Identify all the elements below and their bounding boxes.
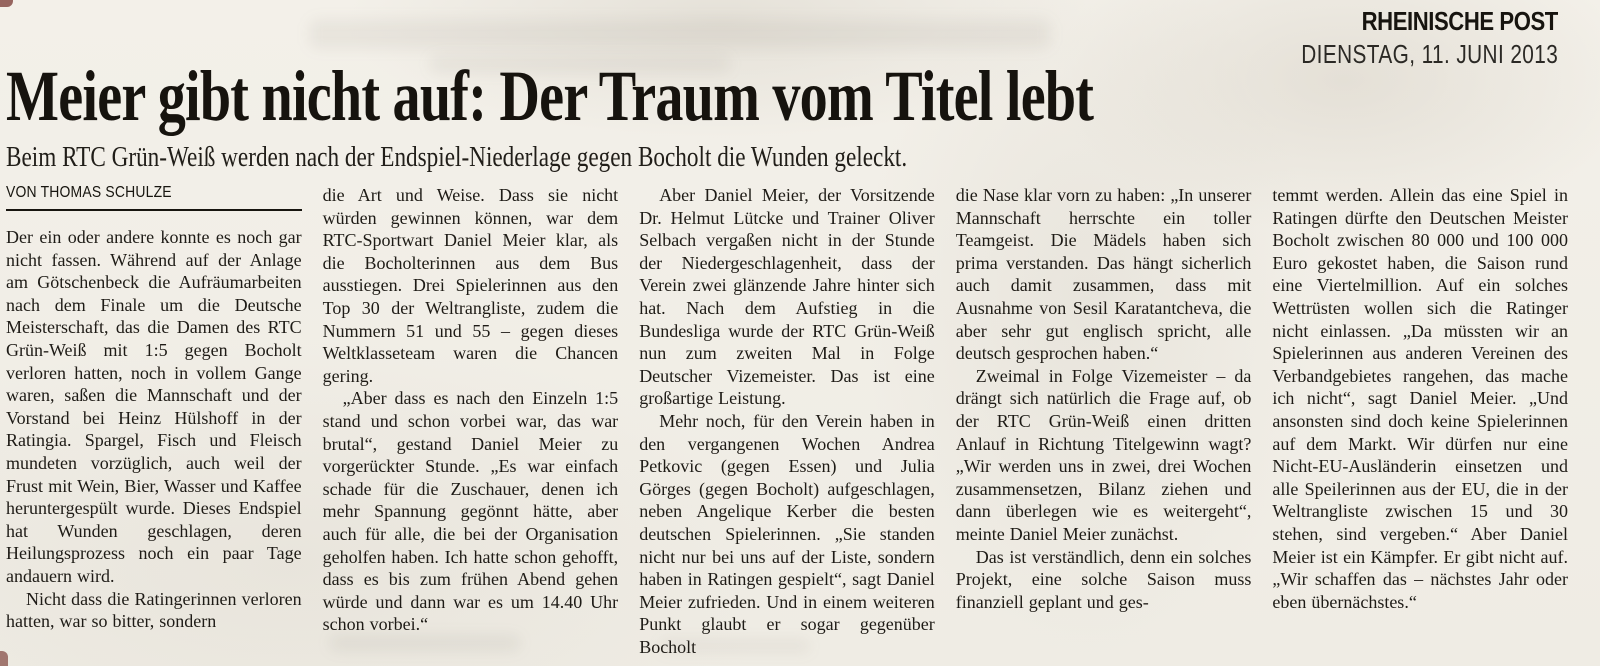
newspaper-name: RHEINISCHE POST bbox=[1361, 6, 1558, 36]
article-paragraph: temmt werden. Allein das eine Spiel in Ratingen dürfte den Deutschen Meister Bocholt zwischen 80 000 und 100 000 Euro gekostet haben, die Saison rund eine Viertelmillion. Auf ein solches Wettrüsten wollen sich die Ratinger nicht einlassen. „Da müssten wir an Spielerinnen aus anderen Vereinen des Verbandgebietes rangehen, das mache ich nicht“, sagt Daniel Meier. „Und ansonsten sind doch keine Spielerinnen auf dem Markt. Wir dürfen nur eine Nicht-EU-Ausländerin einsetzen und alle Speilerinnen aus der EU, die in der Weltrangliste zwischen 15 und 30 stehen, sind vergeben.“ Aber Daniel Meier ist ein Kämpfer. Er gibt nicht auf. „Wir schaffen das – nächstes Jahr oder eben übernächstes.“ bbox=[1272, 185, 1568, 612]
article-paragraph: Der ein oder andere konnte es noch gar nicht fassen. Während auf der Anlage am Götschenbeck die Aufräumarbeiten nach dem Finale um die Deutsche Meisterschaft, das die Damen des RTC Grün-Weiß mit 1:5 gegen Bocholt verloren hatten, noch in vollem Gange waren, saßen die Mannschaft und der Vorstand bei Heinz Hülshoff in der Ratingia. Spargel, Fisch und Fleisch mundeten vorzüglich, auch weil der Frust mit Wein, Bier, Wasser und Kaffee heruntergespült wurde. Dieses Endspiel hat Wunden geschlagen, deren Heilungsprozess noch ein paar Tage andauern wird. bbox=[6, 227, 302, 586]
article-subheadline: Beim RTC Grün-Weiß werden nach der Endspiel-Niederlage gegen Bocholt die Wunden geleckt. bbox=[6, 141, 908, 173]
article-headline: Meier gibt nicht auf: Der Traum vom Titel lebt bbox=[6, 56, 1094, 136]
masthead bbox=[1237, 6, 1558, 70]
article-paragraph: Das ist verständlich, denn ein solches Projekt, eine solche Saison muss finanziell geplant und ges- bbox=[955, 546, 1252, 612]
article-column-5 bbox=[1272, 184, 1568, 613]
article-column-4 bbox=[956, 184, 1252, 613]
article-paragraph: Nicht dass die Ratingerinnen verloren hatten, war so bitter, sondern bbox=[6, 588, 302, 632]
article-paragraph: „Aber dass es nach den Einzeln 1:5 stand und schon vorbei war, das war brutal“, gestand Daniel Meier zu vorgerückter Stunde. „Es war einfach schade für die Zuschauer, denen ich mehr Spannung gegönnt hätte, aber auch für alle, die bei der Organisation geholfen haben. Ich hatte schon gehofft, dass es bis zum frühen Abend gehen würde und dann war es um 14.40 Uhr schon vorbei.“ bbox=[322, 388, 619, 635]
byline-text: VON THOMAS SCHULZE bbox=[6, 184, 172, 201]
article-paragraph: die Nase klar vorn zu haben: „In unserer Mannschaft herrschte ein toller Teamgeist. Die Mädels haben sich prima verstanden. Das hängt sicherlich auch damit zusammen, dass mit Ausnahme von Sesil Karatantcheva, die aber sehr gut englisch spricht, alle deutsch gesprochen haben.“ bbox=[955, 185, 1252, 364]
article-paragraph: die Art und Weise. Dass sie nicht würden gewinnen können, war dem RTC-Sportwart Daniel Meier klar, als die Bocholterinnen aus dem Bus ausstiegen. Drei Spielerinnen aus den Top 30 der Weltrangliste, zudem die Nummern 51 und 55 – gegen dieses Weltklasseteam waren die Chancen gering. bbox=[322, 185, 619, 386]
article-paragraph: Aber Daniel Meier, der Vorsitzende Dr. Helmut Lütcke und Trainer Oliver Selbach vergaßen nicht in der Stunde der Niedergeschlagenheit, dass der Verein zwei glänzende Jahre hinter sich hat. Nach dem Aufstieg in die Bundesliga wurde der RTC Grün-Weiß nun zum zweiten Mal in Folge Deutscher Vizemeister. Das ist eine großartige Leistung. bbox=[639, 185, 935, 409]
scan-corner-mark bbox=[0, 0, 13, 7]
byline bbox=[6, 184, 302, 211]
article-paragraph: Mehr noch, für den Verein haben in den vergangenen Wochen Andrea Petkovic (gegen Essen) und Julia Görges (gegen Bocholt) aufgeschlagen, neben Angelique Kerber die besten deutschen Spielerinnen. „Sie standen nicht nur bei uns auf der Liste, sondern haben in Ratingen gespielt“, sagt Daniel Meier zufrieden. Und in einem weiteren Punkt glaubt er sogar gegenüber Bocholt bbox=[639, 410, 935, 657]
article-column-2 bbox=[323, 184, 619, 636]
article-column-3 bbox=[639, 184, 935, 658]
paper-bleedthrough bbox=[310, 20, 1050, 48]
article-column-1 bbox=[6, 184, 302, 633]
issue-date: DIENSTAG, 11. JUNI 2013 bbox=[1301, 39, 1558, 69]
article-paragraph: Zweimal in Folge Vizemeister – da drängt sich natürlich die Frage auf, ob der RTC Grün-Weiß einen dritten Anlauf in Richtung Titelgewinn wagt? „Wir werden uns in zwei, drei Wochen zusammensetzen, Bilanz ziehen und dann überlegen wie es weitergeht“, meinte Daniel Meier zunächst. bbox=[955, 365, 1252, 544]
article-columns bbox=[6, 184, 1568, 658]
